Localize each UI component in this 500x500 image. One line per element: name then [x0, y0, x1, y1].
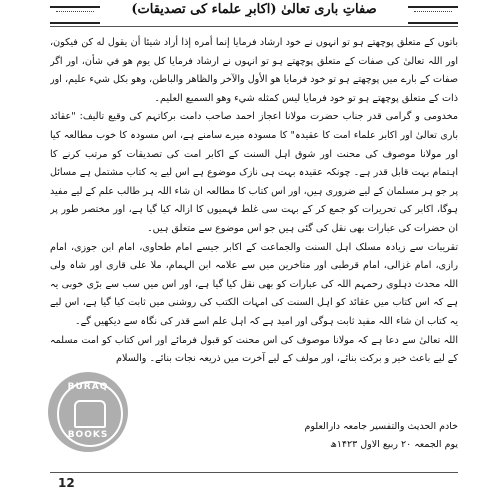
header-ornament-right: [408, 6, 458, 24]
paragraph: مخدومی و گرامی قدر جناب حضرت مولانا اعجاز احمد صاحب دامت برکاتہم کی وقیع تالیف: "عقائد باری تعالیٰ اور اکابر علماء امت کا عقیدہ" کا مسودہ میرے سامنے ہے، اس مسودہ کا خوب مطالعہ کیا اور مولانا موصوف کی محنت اور شوق اہل السنت کے اکابر امت کی تصدیقات کو مرتب کرنے کا اہتمام بہت قابل قدر ہے۔ چونکہ عقیدہ بہت ہی نازک موضوع ہے اس لیے یہ کتاب مشتمل ہے مسائل پر جو ہر مسلمان کے لیے ضروری ہیں، اور اس کتاب کا مطالعہ ان شاء اللہ ہر طالب علم کے لیے مفید ہوگا، اکابر کی تحریرات کو جمع کر کے بہت سی غلط فہمیوں کا ازالہ کیا گیا ہے، اور مختصر طور پر ان حضرات کی عبارات بھی نقل کی گئی ہیں جو اس موضوع سے متعلق ہیں۔: [50, 111, 458, 234]
header-divider: [50, 26, 458, 27]
signature-date: یوم الجمعہ ۲۰ ربیع الاول ۱۴۲۳ھ: [330, 439, 458, 450]
paragraph: اللہ تعالیٰ سے دعا ہے کہ مولانا موصوف کی اس محنت کو قبول فرمائے اور اس کتاب کو امت مسلمہ کے لیے باعث خیر و برکت بنائے، اور مولف کے لیے آخرت میں ذریعہ نجات بنائے۔ والسلام: [50, 334, 458, 365]
buraq-books-watermark: [48, 372, 128, 452]
book-emblem-icon: [74, 400, 106, 428]
header-ornament-left: [50, 6, 100, 24]
paragraph: باتوں کے متعلق پوچھتے ہو تو انہوں نے خود ارشاد فرمایا إنما أمره إذا أراد شيئا أن يقول له کن فیکون، اور اللہ تعالیٰ کی صفات کے متعلق پوچھتے ہو تو انہوں نے ارشاد فرمایا کل یوم هو في شأن، اور اگر صفات کے بارے میں پوچھتے ہو تو خود فرمایا هو الأول والآخر والظاهر والباطن، وهو بكل شيء عليم، اور ذات کے متعلق پوچھتے ہو تو خود فرمایا ليس كمثله شيء وهو السميع العليم۔: [50, 37, 458, 104]
watermark-top-text: BURAQ: [67, 382, 109, 392]
page-number: 12: [58, 476, 75, 490]
body-text: [50, 34, 458, 406]
watermark-bottom-text: BOOKS: [67, 430, 109, 440]
paragraph: تقریبات سے زیادہ مسلک اہل السنت والجماعت کے اکابر جیسے امام طحاوی، امام ابن جوزی، امام رازی، امام غزالی، امام قرطبی اور متاخرین میں سے علامہ ابن الہمام، ملا علی قاری اور شاہ ولی اللہ محدث دہلوی رحمہم اللہ کی عبارات کو بھی نقل کیا گیا ہے، اور اس میں سب سے بڑی خوبی یہ ہے کہ اس کتاب میں عقائد کو اہل السنت کی امہات الکتب کی روشنی میں ثابت کیا گیا ہے، اس لیے یہ کتاب ان شاء اللہ مفید ثابت ہوگی اور امید ہے کہ اہل علم اسے قدر کی نگاہ سے دیکھیں گے۔: [50, 241, 458, 327]
footer-divider: [50, 472, 458, 473]
page-header: [50, 2, 458, 30]
signature-line: خادم الحدیث والتفسیر جامعہ دارالعلوم: [304, 421, 458, 432]
running-title: صفاتِ باری تعالیٰ (اکابرِ علماء کی تصدیقات): [131, 2, 377, 17]
